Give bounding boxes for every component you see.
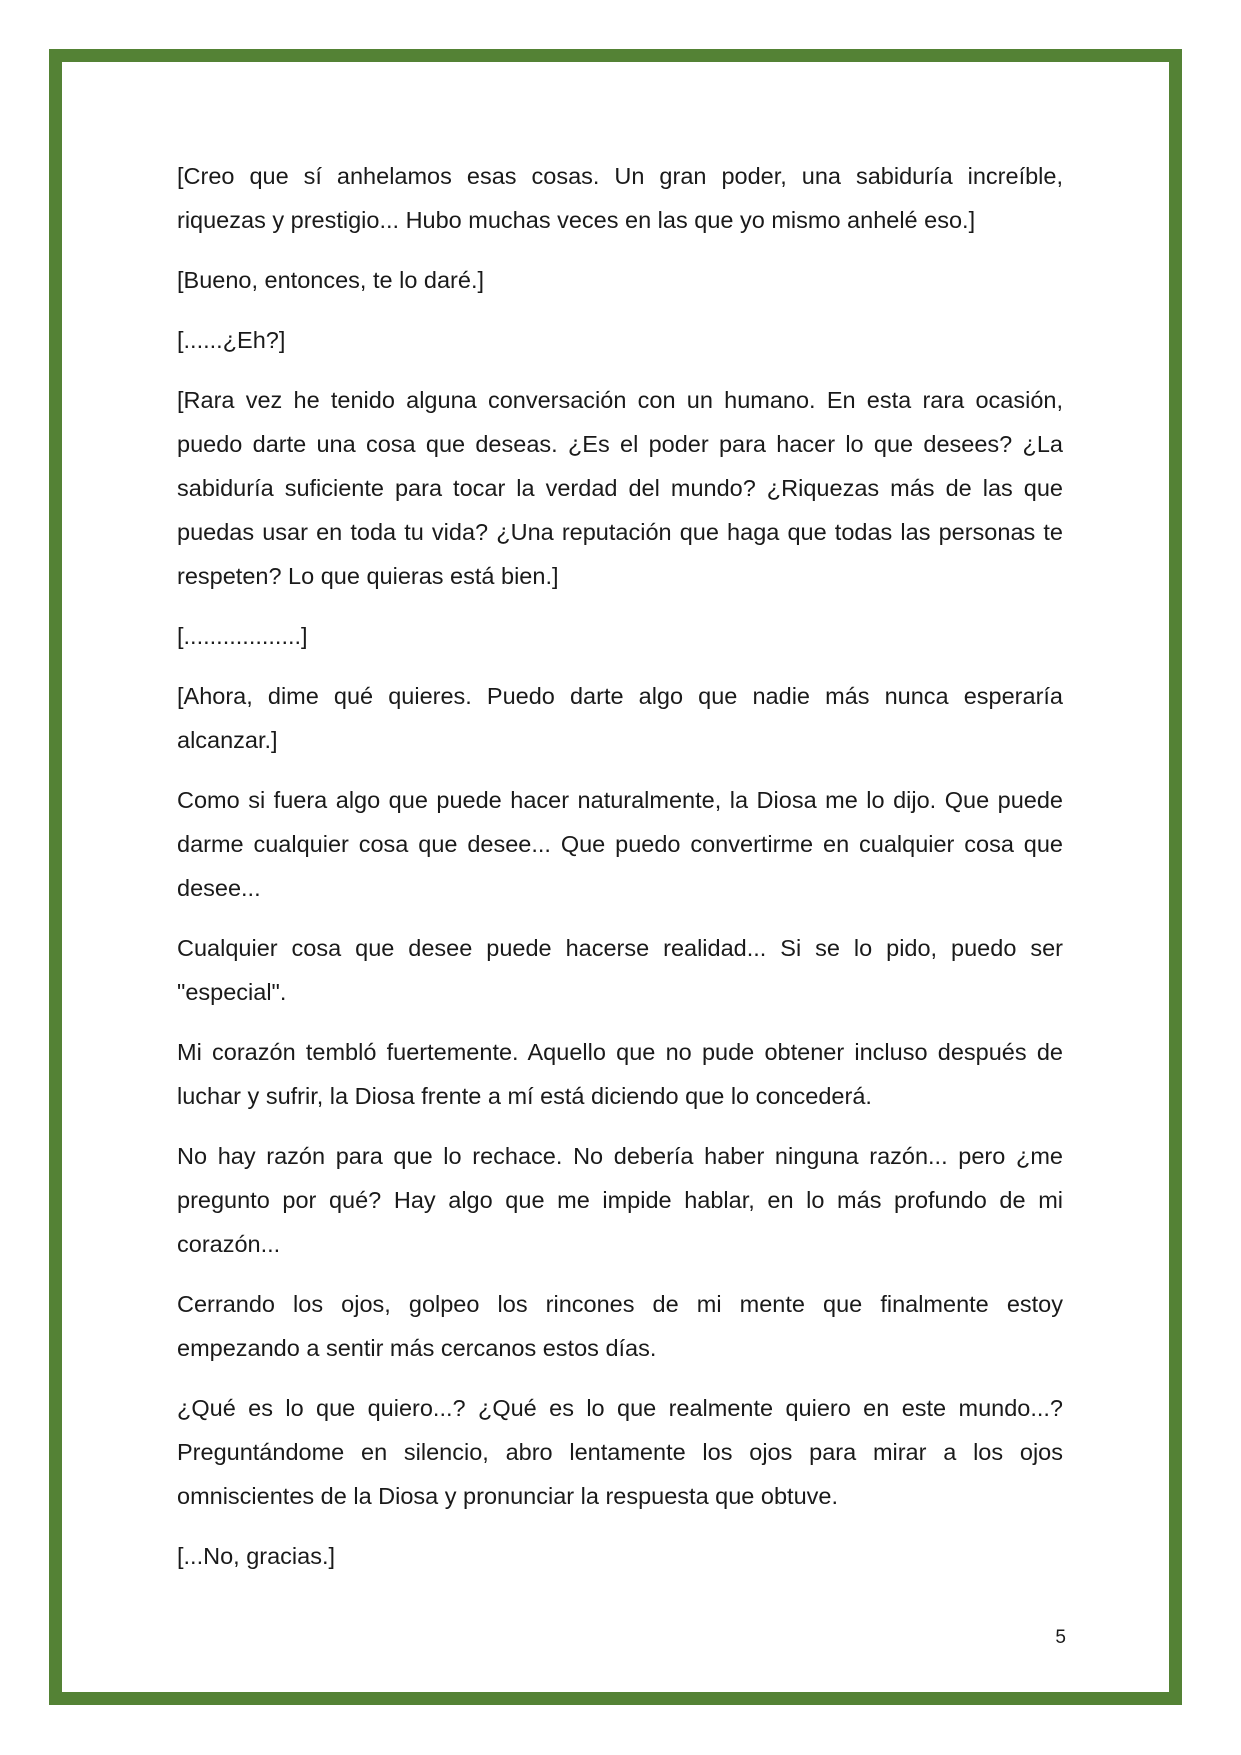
paragraph: Mi corazón tembló fuertemente. Aquello que no pude obtener incluso después de luchar y sufrir, la Diosa frente a mí está diciendo que lo concederá. [177, 1039, 1063, 1109]
paragraph: [Bueno, entonces, te lo daré.] [177, 267, 485, 293]
paragraph: ¿Qué es lo que quiero...? ¿Qué es lo que realmente quiero en este mundo...? Preguntándome en silencio, abro lentamente los ojos para mirar a los ojos omniscientes de la Diosa y pronunciar la respuesta que obtuve. [177, 1395, 1063, 1509]
paragraph: Como si fuera algo que puede hacer naturalmente, la Diosa me lo dijo. Que puede darme cualquier cosa que desee... Que puedo convertirme en cualquier cosa que desee... [177, 787, 1063, 901]
paragraph: [..................] [177, 623, 308, 649]
paragraph: [......¿Eh?] [177, 327, 286, 353]
paragraph: [Rara vez he tenido alguna conversación con un humano. En esta rara ocasión, puedo darte una cosa que deseas. ¿Es el poder para hacer lo que desees? ¿La sabiduría suficiente para tocar la verdad del mundo? ¿Riquezas más de las que puedas usar en toda tu vida? ¿Una reputación que haga que todas las personas te respeten? Lo que quieras está bien.] [177, 387, 1063, 589]
page-number: 5 [1055, 1627, 1066, 1648]
paragraph: [...No, gracias.] [177, 1543, 336, 1569]
paragraph: Cualquier cosa que desee puede hacerse realidad... Si se lo pido, puedo ser "especial". [177, 935, 1063, 1005]
paragraph: No hay razón para que lo rechace. No debería haber ninguna razón... pero ¿me pregunto por qué? Hay algo que me impide hablar, en lo más profundo de mi corazón... [177, 1143, 1063, 1257]
paragraph: [Creo que sí anhelamos esas cosas. Un gran poder, una sabiduría increíble, riquezas y prestigio... Hubo muchas veces en las que yo mismo anhelé eso.] [177, 163, 1063, 233]
paragraph: Cerrando los ojos, golpeo los rincones de mi mente que finalmente estoy empezando a sentir más cercanos estos días. [177, 1291, 1063, 1361]
document-body [177, 154, 1063, 1594]
paragraph: [Ahora, dime qué quieres. Puedo darte algo que nadie más nunca esperaría alcanzar.] [177, 683, 1063, 753]
